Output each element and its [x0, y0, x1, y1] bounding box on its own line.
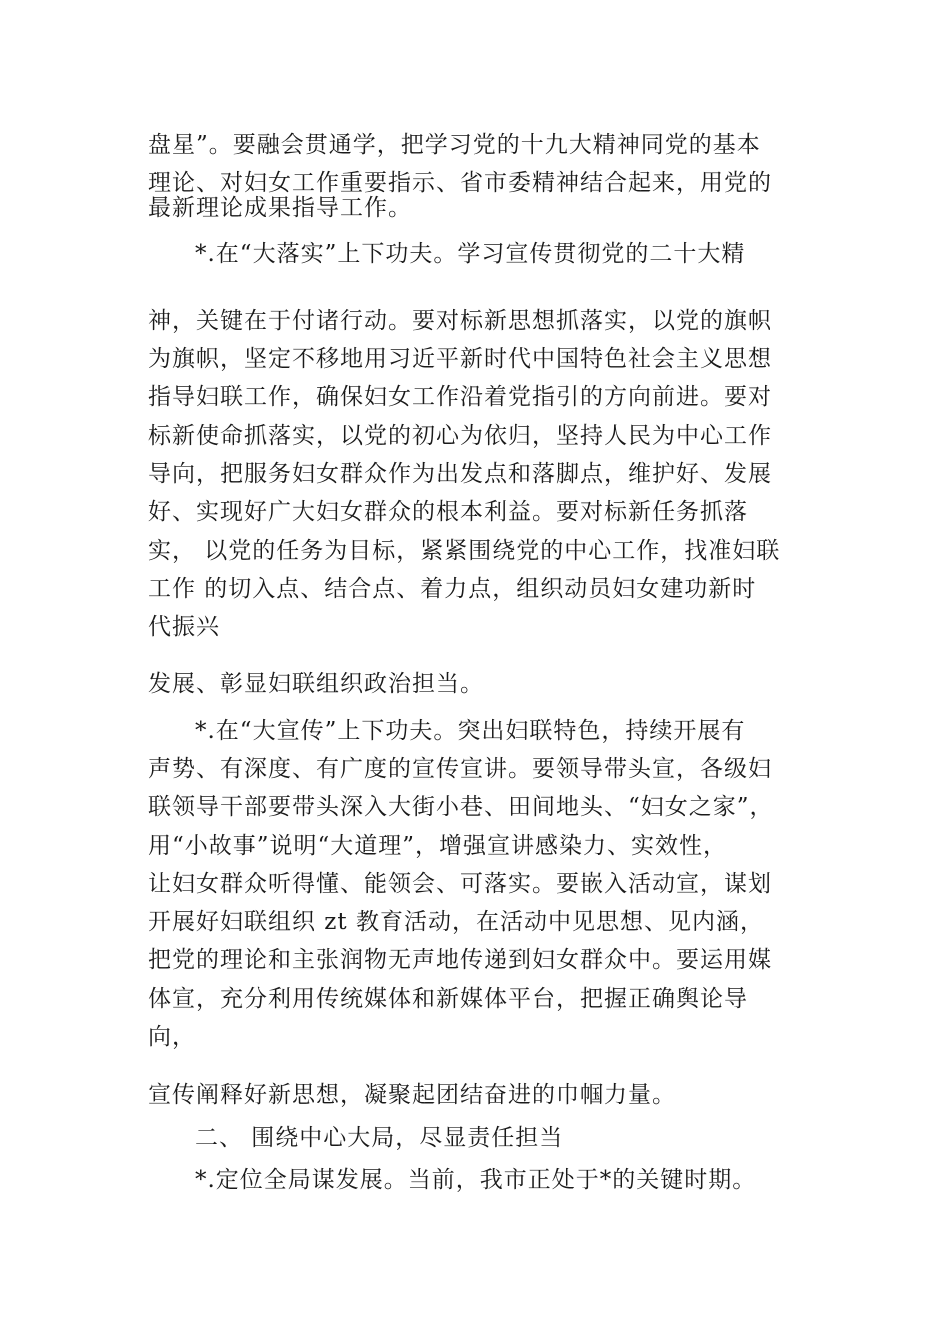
text-line: 好、实现好广大妇女群众的根本利益。要对标新任务抓落 [148, 499, 748, 525]
text-line: 为旗帜，坚定不移地用习近平新时代中国特色社会主义思想 [148, 346, 772, 372]
text-line: *.定位全局谋发展。当前，我市正处于*的关键时期。 [195, 1167, 757, 1193]
text-line: 联领导干部要带头深入大街小巷、田间地头、“妇女之家”， [148, 794, 774, 820]
text-line: 导向，把服务妇女群众作为出发点和落脚点，维护好、发展 [148, 461, 772, 487]
text-line: 标新使命抓落实，以党的初心为依归，坚持人民为中心工作 [148, 423, 772, 449]
text-line: 最新理论成果指导工作。 [148, 195, 412, 221]
text-line: 声势、有深度、有广度的宣传宣讲。要领导带头宣，各级妇 [148, 756, 772, 782]
text-line: 神，关键在于付诸行动。要对标新思想抓落实，以党的旗帜 [148, 308, 772, 334]
section-heading: 二、 围绕中心大局，尽显责任担当 [195, 1125, 564, 1151]
text-line: 代振兴 [148, 614, 220, 640]
text-line: 指导妇联工作，确保妇女工作沿着党指引的方向前进。要对 [148, 384, 772, 410]
text-line: 体宣，充分利用传统媒体和新媒体平台，把握正确舆论导 [148, 986, 748, 1012]
text-line: 实， 以党的任务为目标，紧紧围绕党的中心工作，找准妇联 [148, 538, 781, 564]
text-line: 发展、彰显妇联组织政治担当。 [148, 671, 484, 697]
text-line: 向， [148, 1024, 196, 1050]
text-line: 让妇女群众听得懂、能领会、可落实。要嵌入活动宣，谋划 [148, 871, 772, 897]
text-line: 宣传阐释好新思想，凝聚起团结奋进的巾帼力量。 [148, 1082, 676, 1108]
text-line: *.在“大落实”上下功夫。学习宣传贯彻党的二十大精 [195, 241, 746, 267]
text-line: 把党的理论和主张润物无声地传递到妇女群众中。要运用媒 [148, 947, 772, 973]
text-line: 用“小故事”说明“大道理”，增强宣讲感染力、实效性， [148, 833, 728, 859]
text-line: 盘星”。要融会贯通学，把学习党的十九大精神同党的基本 [148, 132, 761, 158]
text-line: *.在“大宣传”上下功夫。突出妇联特色，持续开展有 [195, 718, 746, 744]
text-line: 理论、对妇女工作重要指示、省市委精神结合起来，用党的 [148, 170, 772, 196]
text-line: 开展好妇联组织 zt 教育活动，在活动中见思想、见内涵， [148, 909, 764, 935]
text-line: 工作 的切入点、结合点、着力点，组织动员妇女建功新时 [148, 576, 757, 602]
